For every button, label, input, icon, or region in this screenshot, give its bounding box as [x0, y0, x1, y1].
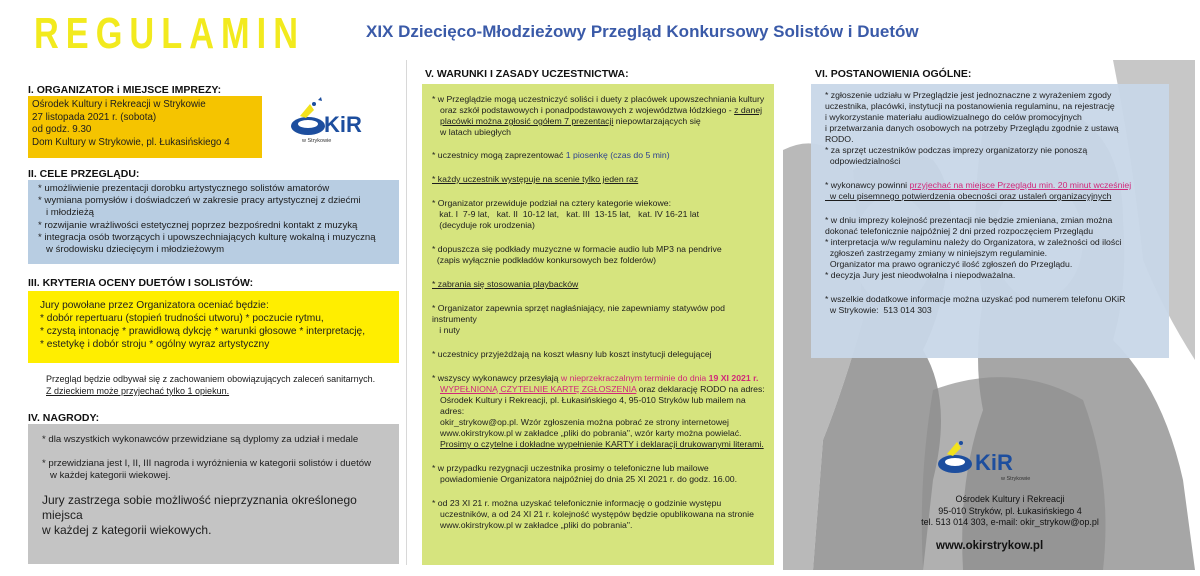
condition-line: www.okirstrykow.pl w zakładce „pliki do pobrania", wzór karty można powielać.: [440, 428, 742, 438]
condition-text: z danej: [734, 105, 763, 115]
condition-line: * zabrania się stosowania playbacków: [432, 279, 579, 289]
conditions-box: [422, 84, 774, 565]
provision-line: zgłoszeń zastrzegamy zmiany w niniejszym regulaminie.: [825, 248, 1048, 258]
prize-line: * dla wszystkich wykonawców przewidziane są dyplomy za udział i medale: [42, 434, 359, 445]
jury-note: w każdej z kategorii wiekowych.: [42, 522, 212, 537]
logo-subtitle: w Strykowie: [1001, 476, 1031, 482]
condition-text: * wszyscy wykonawcy przesyłają: [432, 373, 561, 383]
provision-text: * wykonawcy powinni: [825, 180, 910, 190]
section-2-header: II. CELE PRZEGLĄDU:: [28, 168, 140, 180]
condition-line: kat. I 7-9 lat, kat. II 10-12 lat, kat. III 13-15 lat, kat. IV 16-21 lat: [432, 209, 700, 219]
condition-line: (zapis wyłącznie podkładów konkursowych bez folderów): [432, 255, 657, 265]
provision-line: RODO.: [825, 134, 854, 144]
condition-line: okir_strykow@op.pl. Wzór zgłoszenia można pobrać ze strony internetowej: [440, 417, 729, 427]
logo-text: KiR: [324, 112, 362, 137]
condition-text: w nieprzekraczalnym terminie do dnia: [560, 373, 709, 383]
section-6-header: VI. POSTANOWIENIA OGÓLNE:: [815, 68, 972, 80]
condition-line: powiadomienie Organizatora najpóźniej do dnia 25 XI 2021 r. do godz. 16.00.: [440, 474, 738, 484]
footer-line: Ośrodek Kultury i Rekreacji: [955, 494, 1065, 504]
condition-text: placówki można zgłosić ogółem 7 prezentacji: [440, 116, 614, 126]
footer-address: [880, 494, 1140, 529]
okir-logo: [288, 96, 388, 152]
provision-line: i wykorzystanie materiału audiowizualnego do celów promocyjnych: [825, 112, 1082, 122]
provision-text: przyjechać na miejsce Przeglądu min. 20 minut wcześniej: [909, 180, 1132, 190]
condition-line: [432, 373, 766, 384]
provision-line: * decyzja Jury jest nieodwołalna i niepodważalna.: [825, 270, 1016, 280]
condition-line: [432, 116, 766, 127]
criteria-line: * dobór repertuaru (stopień trudności utworu) * poczucie rytmu,: [40, 313, 324, 324]
footer-line: 95-010 Stryków, pl. Łukasińskiego 4: [938, 505, 1082, 516]
provision-line: odpowiedzialności: [825, 156, 901, 166]
goals-box: [28, 180, 399, 264]
column-divider: [406, 60, 407, 565]
prizes-box: [28, 424, 399, 564]
condition-line: Prosimy o czytelne i dokładne wypełnienie KARTY i deklaracji drukowanymi literami.: [440, 439, 764, 449]
goal-line: * integracja osób tworzących i upowszechniających kulturę wokalną i muzyczną: [38, 231, 376, 243]
guardian-note: Z dzieckiem może przyjechać tylko 1 opiekun.: [46, 386, 230, 396]
section-3-header: III. KRYTERIA OCENY DUETÓW I SOLISTÓW:: [28, 277, 254, 289]
general-provisions-box: [811, 84, 1169, 358]
condition-line: uczestników, a od 24 XI 21 r. kolejność występów będzie opublikowana na stronie: [440, 509, 754, 519]
organizer-line: Dom Kultury w Strykowie, pl. Łukasińskiego 4: [32, 136, 230, 148]
organizer-line: od godz. 9.30: [32, 124, 92, 136]
jury-note: Jury zastrzega sobie możliwość nieprzyznania określonego miejsca: [42, 492, 357, 522]
goal-line: * umożliwienie prezentacji dorobku artystycznego solistów amatorów: [38, 183, 330, 194]
condition-text: niepowtarzających się: [613, 116, 701, 126]
condition-line: Ośrodek Kultury i Rekreacji, pl. Łukasińskiego 4, 95-010 Stryków lub mailem na adres:: [440, 395, 746, 416]
condition-line: i nuty: [432, 325, 461, 335]
condition-text: 1 piosenkę (czas do 5 min): [565, 150, 670, 160]
condition-text: WYPEŁNIONĄ CZYTELNIE KARTĘ ZGŁOSZENIA: [440, 384, 637, 394]
goal-line: i młodzieżą: [38, 207, 94, 219]
website-link[interactable]: www.okirstrykow.pl: [936, 540, 1044, 552]
condition-text: 19 XI 2021 r.: [708, 373, 759, 383]
goal-line: w środowisku dziecięcym i młodzieżowym: [38, 244, 225, 256]
provision-line: * za sprzęt uczestników podczas imprezy organizatorzy nie ponoszą: [825, 145, 1088, 155]
goal-line: * wymiana pomysłów i doświadczeń w zakresie pracy artystycznej z dziećmi: [38, 195, 361, 207]
provision-line: * zgłoszenie udziału w Przeglądzie jest jednoznaczne z wyrażeniem zgody: [825, 90, 1112, 100]
condition-line: * dopuszcza się podkłady muzyczne w formacie audio lub MP3 na pendrive: [432, 244, 722, 254]
page-title: XIX Dziecięco-Młodzieżowy Przegląd Konkursowy Solistów i Duetów: [366, 22, 919, 41]
section-4-header: IV. NAGRODY:: [28, 412, 100, 424]
sanitary-note: Przegląd będzie odbywał się z zachowaniem obowiązujących zaleceń sanitarnych.: [46, 374, 376, 384]
criteria-line: Jury powołane przez Organizatora oceniać będzie:: [40, 300, 269, 311]
provision-line: * wszelkie dodatkowe informacje można uzyskać pod numerem telefonu OKiR: [825, 294, 1126, 304]
provision-line: [825, 180, 1161, 191]
footer-line: tel. 513 014 303, e-mail: okir_strykow@op.pl: [921, 517, 1099, 527]
condition-line: w latach ubiegłych: [440, 127, 511, 137]
okir-logo: [935, 438, 1045, 488]
criteria-line: * czystą intonację * prawidłową dykcję * warunki głosowe * interpretację,: [40, 326, 366, 337]
organizer-box: [28, 96, 262, 158]
condition-line: * uczestnicy przyjeżdżają na koszt własny lub koszt instytucji delegującej: [432, 349, 712, 359]
condition-line: * każdy uczestnik występuje na scenie tylko jeden raz: [432, 174, 639, 184]
prize-line: * przewidziana jest I, II, III nagroda i wyróżnienia w kategorii solistów i duetów: [42, 458, 372, 470]
prize-line: w każdej kategorii wiekowej.: [42, 470, 171, 482]
provision-line: i przetwarzania danych osobowych na potrzeby Przeglądu zgodnie z ustawą: [825, 123, 1119, 133]
condition-line: * Organizator przewiduje podział na cztery kategorie wiekowe:: [432, 198, 672, 208]
provision-line: Organizator ma prawo ograniczyć ilość zgłoszeń do Przeglądu.: [825, 259, 1073, 269]
provision-line: * w dniu imprezy kolejność prezentacji nie będzie zmieniana, zmian można: [825, 215, 1113, 225]
provision-line: dokonać telefonicznie najpóźniej 2 dni przed rozpoczęciem Przeglądu: [825, 226, 1094, 236]
condition-text: * uczestnicy mogą zaprezentować: [432, 150, 566, 160]
provision-line: uczestnika, placówki, instytucji na postanowienia regulaminu, na rejestrację: [825, 101, 1115, 111]
goal-line: * rozwijanie wrażliwości estetycznej poprzez bezpośredni kontakt z muzyką: [38, 219, 358, 231]
condition-line: [432, 105, 766, 116]
condition-line: * Organizator zapewnia sprzęt nagłaśniający, nie zapewniamy statywów pod instrumenty: [432, 303, 725, 324]
condition-line: [432, 150, 766, 161]
provision-line: w celu pisemnego potwierdzenia obecności oraz ustaleń organizacyjnych: [825, 191, 1112, 201]
logo-subtitle: w Strykowie: [302, 138, 332, 144]
condition-line: www.okirstrykow.pl w zakładce „pliki do pobrania".: [440, 520, 633, 530]
condition-text: oraz deklarację RODO na adres:: [636, 384, 765, 394]
condition-line: (decyduje rok urodzenia): [432, 220, 535, 230]
provision-line: w Strykowie: 513 014 303: [825, 305, 932, 315]
organizer-line: Ośrodek Kultury i Rekreacji w Strykowie: [32, 99, 206, 110]
section-1-header: I. ORGANIZATOR i MIEJSCE IMPREZY:: [28, 84, 222, 96]
condition-line: * w Przeglądzie mogą uczestniczyć soliści i duety z placówek upowszechniania kultury: [432, 94, 765, 104]
logo-text: KiR: [975, 450, 1013, 475]
criteria-line: * estetykę i dobór stroju * ogólny wyraz artystyczny: [40, 339, 270, 350]
condition-line: * w przypadku rezygnacji uczestnika prosimy o telefoniczne lub mailowe: [432, 463, 709, 473]
criteria-box: [28, 291, 399, 363]
condition-line: [432, 384, 766, 395]
provision-line: * interpretacja w/w regulaminu należy do Organizatora, w zależności od ilości: [825, 237, 1122, 247]
organizer-line: 27 listopada 2021 r. (sobota): [32, 111, 157, 123]
section-5-header: V. WARUNKI I ZASADY UCZESTNICTWA:: [425, 68, 629, 80]
regulamin-heading: REGULAMIN: [34, 9, 306, 58]
condition-text: oraz szkół podstawowych i ponadpodstawowych z województwa łódzkiego -: [440, 105, 732, 115]
condition-line: * od 23 XI 21 r. można uzyskać telefonicznie informację o godzinie występu: [432, 498, 722, 508]
